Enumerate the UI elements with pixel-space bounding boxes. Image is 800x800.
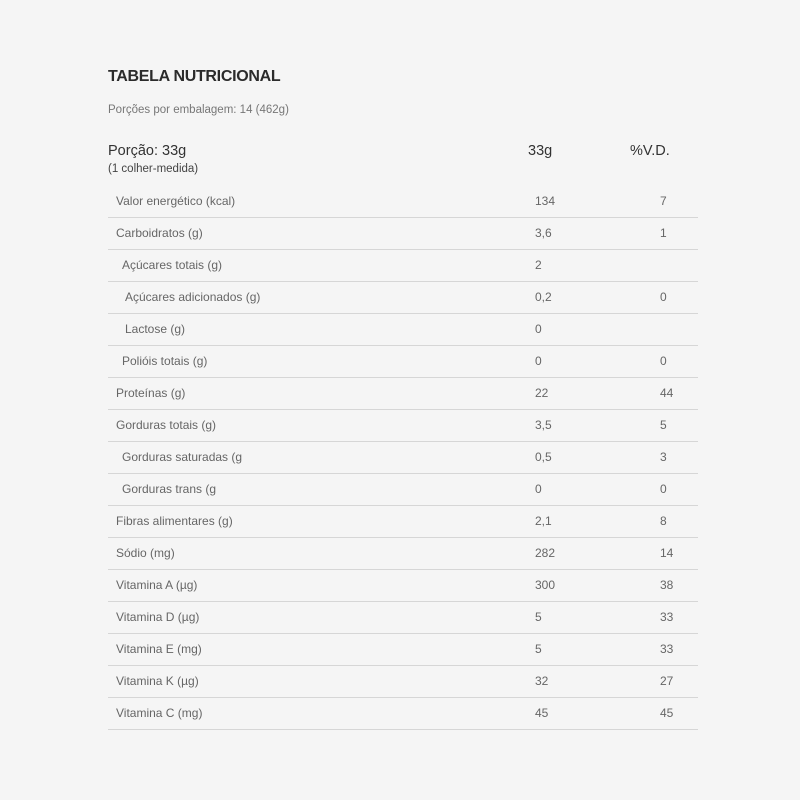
nutrient-name: Açúcares adicionados (g) [125, 290, 261, 304]
table-row [108, 218, 698, 250]
nutrient-daily-value: 33 [660, 610, 674, 624]
table-row [108, 282, 698, 314]
table-row [108, 570, 698, 602]
portion-note: (1 colher-medida) [108, 163, 199, 175]
nutrient-name: Fibras alimentares (g) [116, 514, 233, 528]
nutrient-name: Lactose (g) [125, 322, 186, 336]
nutrient-amount: 22 [535, 386, 549, 400]
nutrient-name: Gorduras saturadas (g [122, 450, 243, 464]
nutrient-amount: 0 [535, 322, 542, 336]
table-row [108, 186, 698, 218]
servings-per-package: Porções por embalagem: 14 (462g) [108, 104, 289, 116]
nutrient-daily-value: 0 [660, 482, 667, 496]
nutrient-name: Vitamina E (mg) [116, 642, 202, 656]
nutrient-name: Gorduras totais (g) [116, 418, 217, 432]
nutrient-name: Vitamina D (µg) [116, 610, 200, 624]
nutrient-name: Valor energético (kcal) [116, 194, 236, 208]
nutrient-name: Vitamina A (µg) [116, 578, 198, 592]
nutrient-name: Açúcares totais (g) [122, 258, 223, 272]
nutrient-amount: 2 [535, 258, 542, 272]
nutrient-name: Proteínas (g) [116, 386, 186, 400]
nutrient-daily-value: 0 [660, 290, 667, 304]
nutrient-name: Sódio (mg) [116, 546, 175, 560]
nutrient-amount: 5 [535, 642, 542, 656]
nutrient-name: Vitamina K (µg) [116, 674, 199, 688]
nutrient-name: Polióis totais (g) [122, 354, 208, 368]
page-title: TABELA NUTRICIONAL [108, 68, 281, 85]
table-row [108, 538, 698, 570]
table-row [108, 314, 698, 346]
nutrient-name: Vitamina C (mg) [116, 706, 203, 720]
nutrient-name: Carboidratos (g) [116, 226, 203, 240]
nutrient-daily-value: 38 [660, 578, 674, 592]
portion-header [108, 142, 698, 186]
nutrient-amount: 0,2 [535, 290, 552, 304]
nutrition-table [108, 186, 698, 730]
nutrition-panel [108, 66, 698, 730]
nutrient-amount: 2,1 [535, 514, 552, 528]
nutrient-daily-value: 14 [660, 546, 674, 560]
daily-value-column-header: %V.D. [630, 143, 670, 159]
table-row [108, 506, 698, 538]
nutrient-daily-value: 5 [660, 418, 667, 432]
nutrient-amount: 3,6 [535, 226, 552, 240]
nutrient-daily-value: 1 [660, 226, 667, 240]
nutrient-amount: 3,5 [535, 418, 552, 432]
table-row [108, 698, 698, 730]
nutrient-daily-value: 45 [660, 706, 674, 720]
nutrient-amount: 300 [535, 578, 556, 592]
amount-column-header: 33g [528, 143, 553, 159]
table-row [108, 602, 698, 634]
nutrient-amount: 0 [535, 354, 542, 368]
nutrient-name: Gorduras trans (g [122, 482, 217, 496]
nutrient-amount: 0 [535, 482, 542, 496]
table-row [108, 410, 698, 442]
nutrient-amount: 32 [535, 674, 549, 688]
nutrient-daily-value: 7 [660, 194, 667, 208]
nutrient-amount: 5 [535, 610, 542, 624]
nutrient-amount: 45 [535, 706, 549, 720]
nutrient-daily-value: 27 [660, 674, 674, 688]
nutrient-amount: 282 [535, 546, 556, 560]
table-row [108, 346, 698, 378]
nutrient-daily-value: 44 [660, 386, 674, 400]
table-row [108, 474, 698, 506]
nutrient-daily-value: 8 [660, 514, 667, 528]
table-row [108, 250, 698, 282]
table-row [108, 442, 698, 474]
nutrient-daily-value: 0 [660, 354, 667, 368]
nutrient-amount: 0,5 [535, 450, 552, 464]
table-row [108, 378, 698, 410]
table-row [108, 666, 698, 698]
nutrient-daily-value: 33 [660, 642, 674, 656]
nutrient-amount: 134 [535, 194, 556, 208]
portion-label: Porção: 33g [108, 143, 187, 159]
nutrient-daily-value: 3 [660, 450, 667, 464]
table-row [108, 634, 698, 666]
